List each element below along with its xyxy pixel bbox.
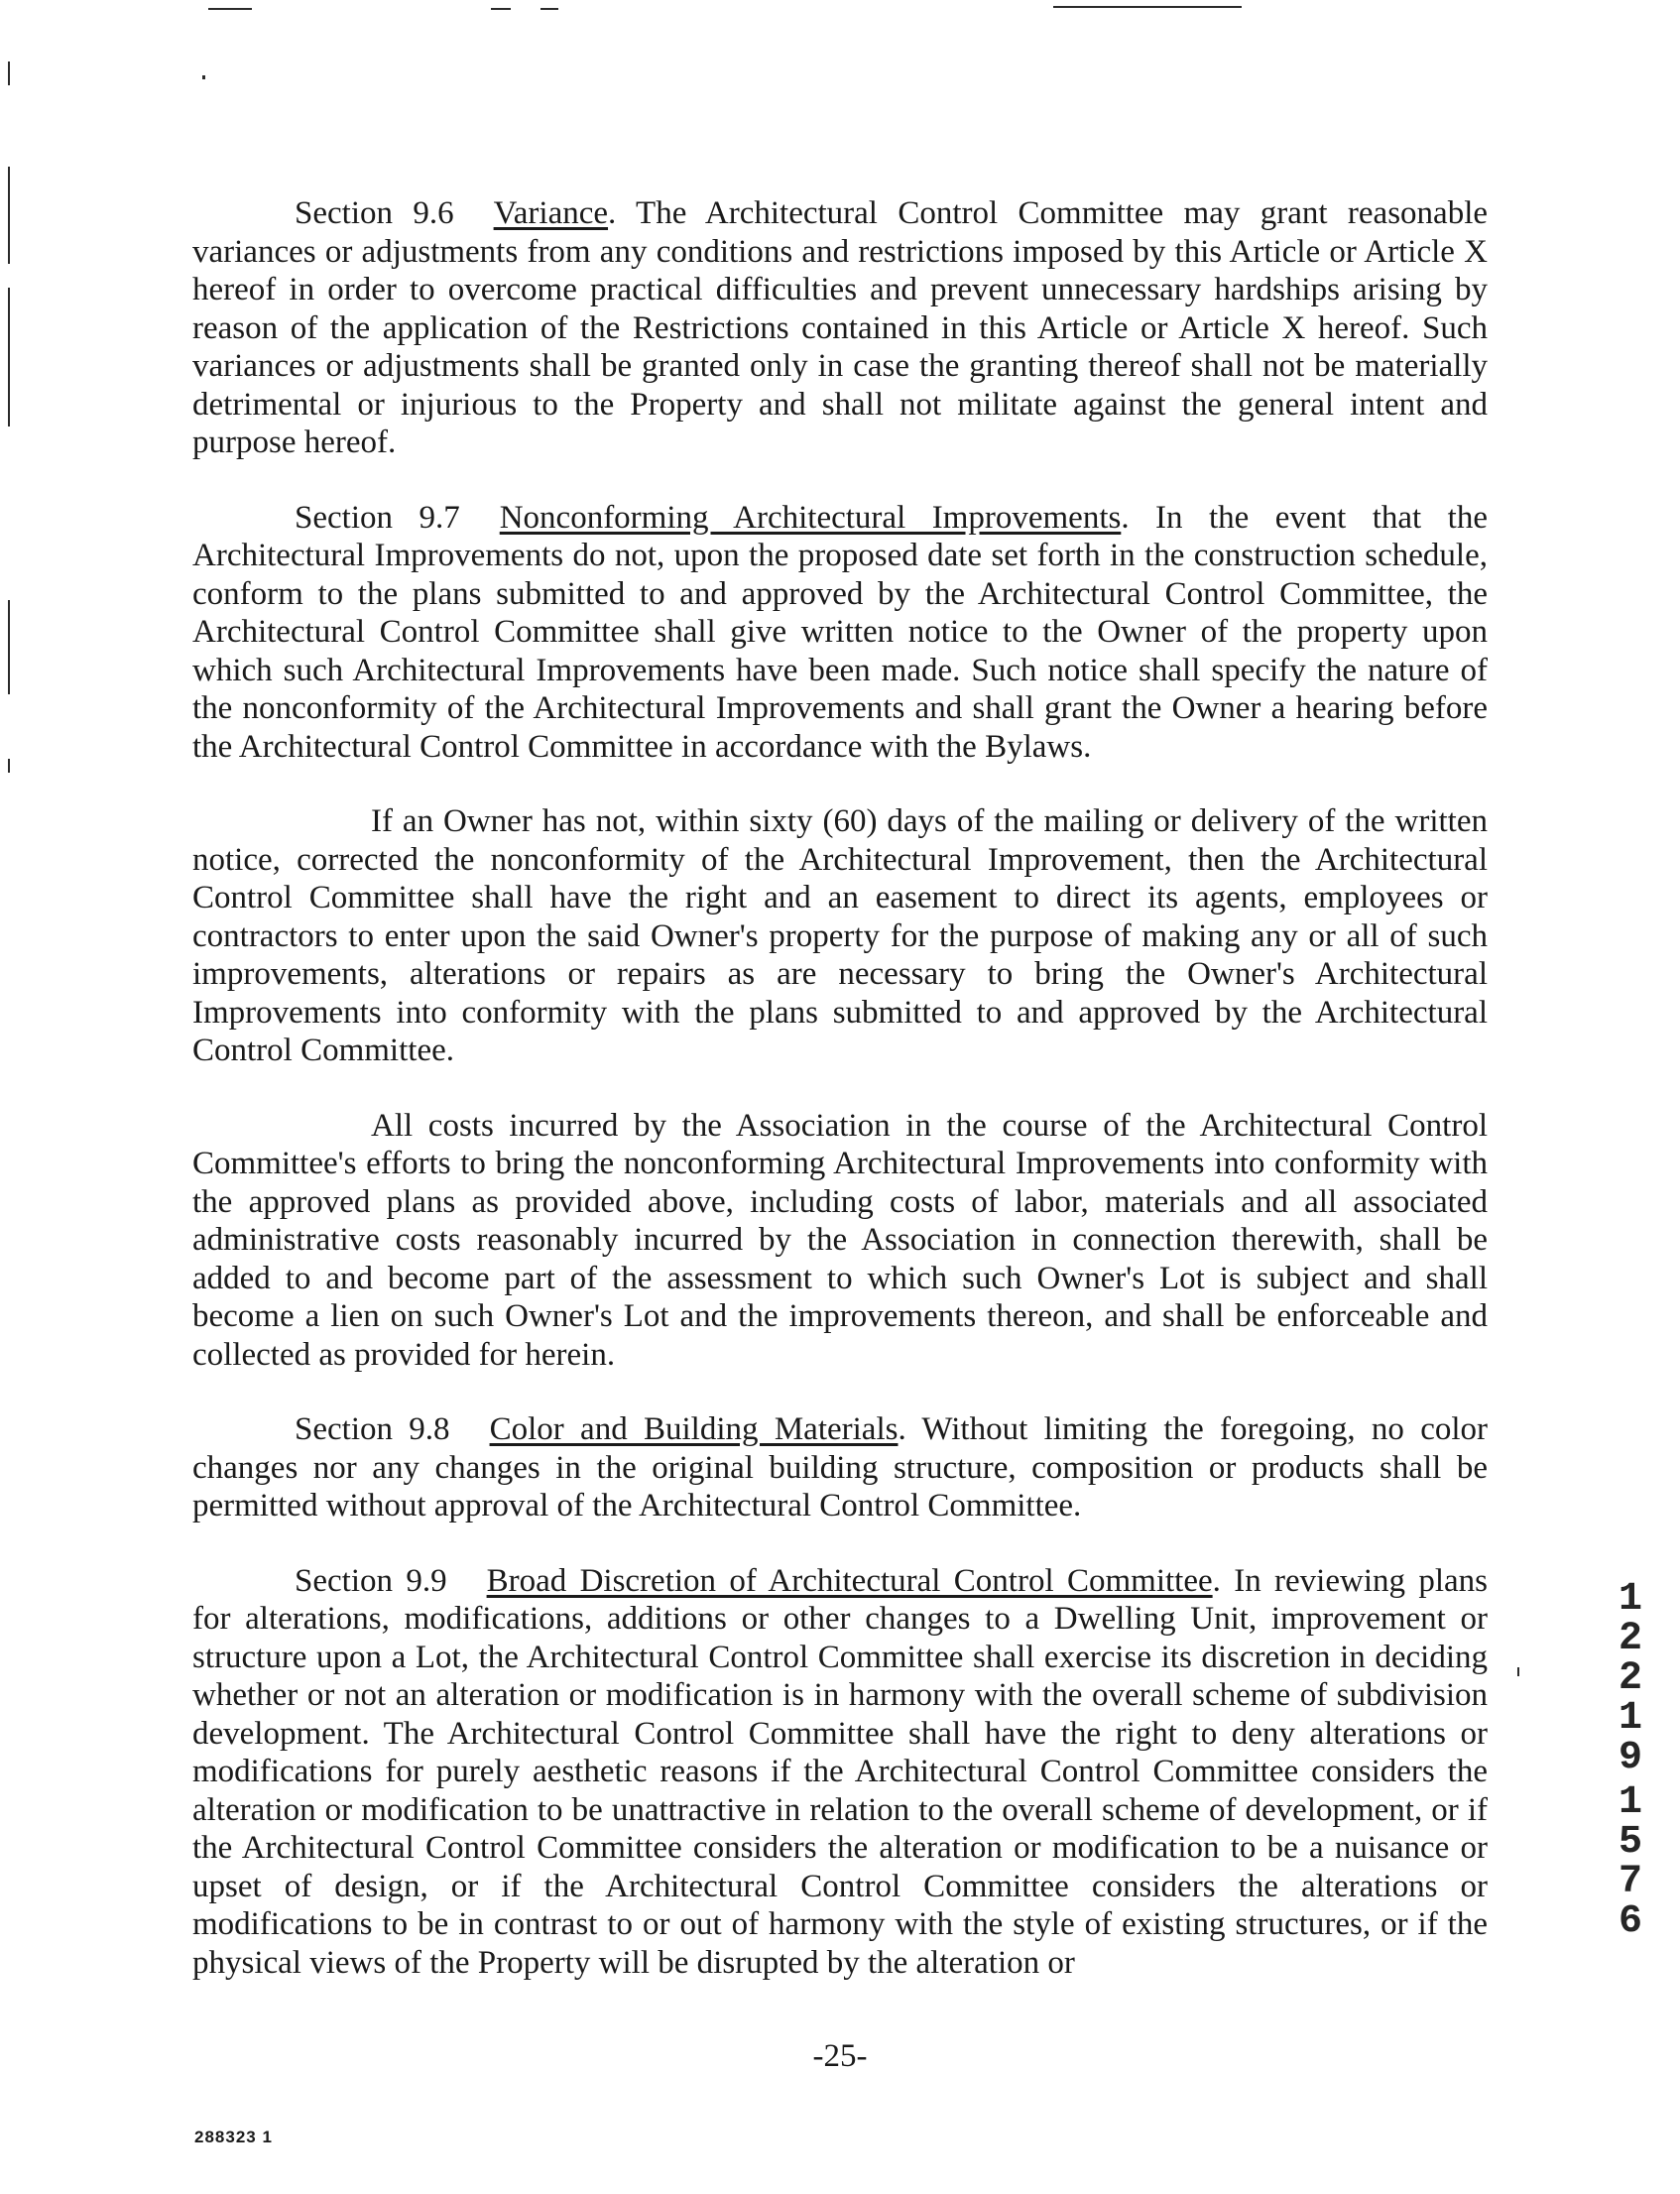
margin-stamp-group-a (1607, 1577, 1654, 1780)
section-9-7-paragraph-3: All costs incurred by the Association in the course of the Architectural Control Committee's efforts to bring the nonconforming Architectural Improvements into conformity with the approved plans as provided above, including costs of labor, materials and all associated administrative costs reasonably incurred by the Association in connection therewith, shall be added to and become part of the assessment to which such Owner's Lot is subject and shall become a lien on such Owner's Lot and the improvements thereon, and shall be enforceable and collected as provided for herein. (192, 1107, 1488, 1373)
section-9-7 (192, 499, 1488, 767)
scan-artifact-left-edge-3 (8, 288, 10, 427)
scan-artifact-left-edge-1 (8, 61, 10, 85)
stamp-digit: 6 (1618, 1899, 1642, 1944)
section-heading: Color and Building Materials (489, 1411, 899, 1447)
section-text: . In the event that the Architectural Improvements do not, upon the proposed date set forth in the construction schedule, conform to the plans submitted to and approved by the Architectural Control Committee, the Architectural Control Committee shall give written notice to the Owner of the property upon which such Architectural Improvements have been made. Such notice shall specify the nature of the nonconformity of the Architectural Improvements and shall grant the Owner a hearing before the Architectural Control Committee in accordance with the Bylaws. (192, 499, 1488, 765)
scan-artifact-right-tick (1517, 1667, 1519, 1676)
section-9-9 (192, 1562, 1488, 1983)
document-id: 288323 1 (194, 2128, 273, 2146)
scan-artifact-top-right (1053, 6, 1242, 8)
section-9-6 (192, 194, 1488, 462)
section-heading: Broad Discretion of Architectural Control Committee (486, 1562, 1213, 1599)
stamp-digit: 9 (1618, 1736, 1642, 1780)
section-number: Section 9.9 (295, 1562, 447, 1599)
stamp-digit: 5 (1618, 1820, 1642, 1865)
stamp-digit: 7 (1618, 1860, 1642, 1904)
stamp-digit: 1 (1618, 1780, 1642, 1825)
scan-artifact-top-mid (491, 8, 511, 10)
stamp-digit: 1 (1618, 1696, 1642, 1741)
document-body (192, 194, 1488, 2018)
section-heading: Variance (493, 195, 609, 231)
margin-stamp-group-b (1607, 1780, 1654, 1944)
scan-artifact-left-edge-4 (8, 600, 10, 694)
stamp-digit: 2 (1618, 1656, 1642, 1701)
section-text: . Without limiting the foregoing, no color changes nor any changes in the original building structure, composition or products shall be permitted without approval of the Architectural Control Committee. (192, 1411, 1489, 1524)
section-9-7-paragraph-2: If an Owner has not, within sixty (60) days of the mailing or delivery of the written notice, corrected the nonconformity of the Architectural Improvement, then the Architectural Control Committee shall have the right and an easement to direct its agents, employees or contractors to enter upon the said Owner's property for the purpose of making any or all of such improvements, alterations or repairs as are necessary to bring the Owner's Architectural Improvements into conformity with the plans submitted to and approved by the Architectural Control Committee. (192, 803, 1488, 1068)
section-number: Section 9.6 (295, 195, 454, 231)
section-number: Section 9.8 (295, 1411, 450, 1447)
section-text: . The Architectural Control Committee may grant reasonable variances or adjustments from any conditions and restrictions imposed by this Article or Article X hereof in order to overcome practical difficulties and prevent unnecessary hardships arising by reason of the application of the Restrictions contained in this Article or Article X hereof. Such variances or adjustments shall be granted only in case the granting thereof shall not be materially detrimental or injurious to the Property and shall not militate against the general intent and purpose hereof. (192, 195, 1489, 460)
scan-artifact-dot (202, 75, 205, 79)
section-number: Section 9.7 (295, 499, 460, 536)
scan-artifact-left-edge-5 (8, 759, 10, 773)
section-text: . In reviewing plans for alterations, modifications, additions or other changes to a Dwelling Unit, improvement or structure upon a Lot, the Architectural Control Committee shall exercise its discretion in deciding whether or not an alteration or modification is in harmony with the overall scheme of subdivision development. The Architectural Control Committee shall have the right to deny alterations or modifications for purely aesthetic reasons if the Architectural Control Committee considers the alteration or modification to be unattractive in relation to the overall scheme of development, or if the Architectural Control Committee considers the alteration or modification to be a nuisance or upset of design, or if the Architectural Control Committee considers the alterations or modifications to be in contrast to or out of harmony with the style of existing structures, or if the physical views of the Property will be disrupted by the alteration or (192, 1562, 1488, 1981)
scan-artifact-top-left (208, 8, 252, 10)
section-heading: Nonconforming Architectural Improvements (499, 499, 1122, 536)
stamp-digit: 1 (1618, 1577, 1642, 1622)
scan-artifact-left-edge-2 (8, 167, 10, 264)
page-number: -25- (812, 2038, 868, 2074)
stamp-digit: 2 (1618, 1617, 1642, 1661)
section-9-8 (192, 1410, 1488, 1525)
scan-artifact-top-mid-2 (540, 8, 558, 10)
